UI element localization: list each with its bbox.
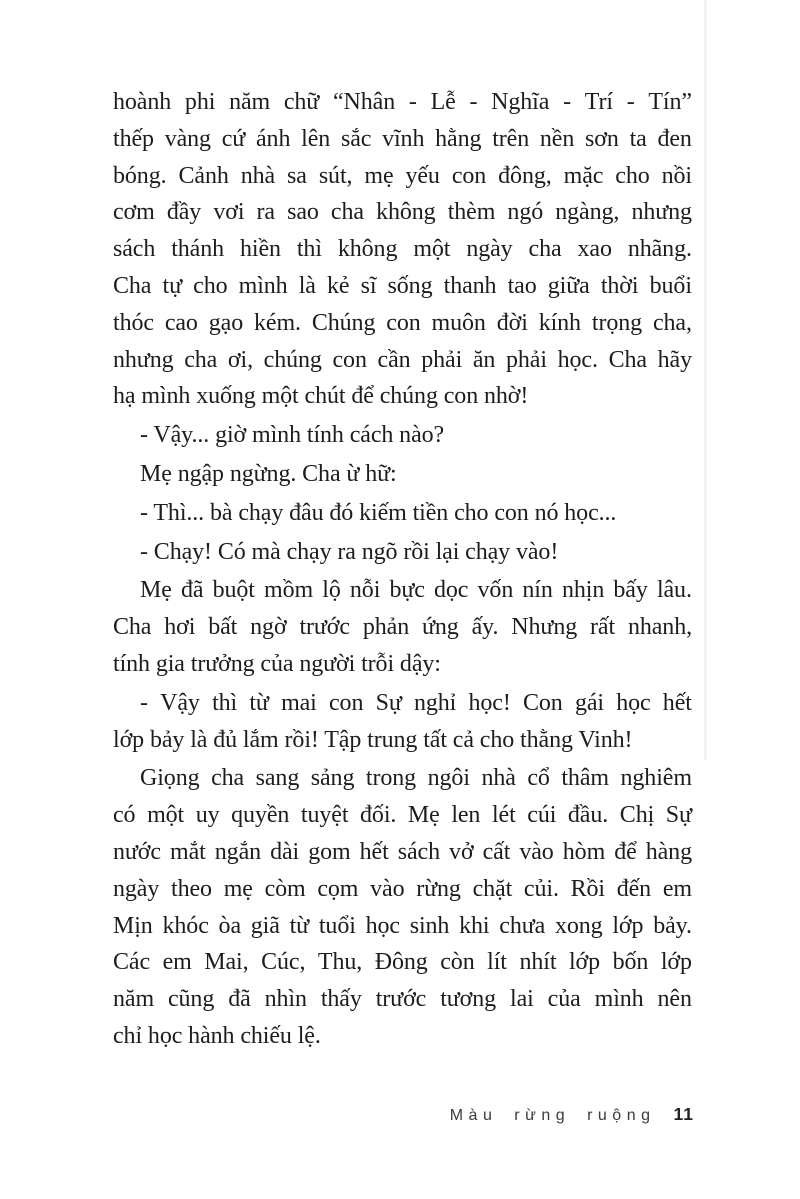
paragraph (113, 685, 692, 759)
text-line: tính gia trưởng của người trỗi dậy: (113, 650, 441, 677)
text-line: chỉ học hành chiếu lệ. (113, 1022, 321, 1049)
paragraph (113, 417, 692, 454)
paragraph (113, 456, 692, 493)
running-title: Màu rừng ruộng (449, 1107, 656, 1124)
page-text (113, 84, 692, 1057)
text-line: nhưng cha ơi, chúng con cần phải ăn phải học. Cha hãy (113, 346, 692, 373)
text-line: hạ mình xuống một chút để chúng con nhờ! (113, 383, 529, 410)
text-line: ngày theo mẹ còm cọm vào rừng chặt củi. Rồi đến em (113, 875, 692, 902)
text-line: bóng. Cảnh nhà sa sút, mẹ yếu con đông, mặc cho nồi (113, 162, 692, 189)
text-line: Mẹ ngập ngừng. Cha ừ hữ: (140, 460, 397, 487)
text-line: Mịn khóc òa giã từ tuổi học sinh khi chưa xong lớp bảy. (113, 912, 692, 939)
page-footer (450, 1104, 694, 1125)
text-line: - Thì... bà chạy đâu đó kiếm tiền cho con nó học... (140, 499, 617, 526)
text-line: sách thánh hiền thì không một ngày cha xao nhãng. (113, 236, 692, 263)
text-line: có một uy quyền tuyệt đối. Mẹ len lét cúi đầu. Chị Sự (113, 802, 692, 829)
paragraph (113, 534, 692, 571)
text-line: Cha hơi bất ngờ trước phản ứng ấy. Nhưng rất nhanh, (113, 614, 692, 641)
text-line: - Vậy thì từ mai con Sự nghỉ học! Con gái học hết (140, 689, 692, 716)
text-line: Các em Mai, Cúc, Thu, Đông còn lít nhít lớp bốn lớp (113, 949, 692, 976)
text-line: Mẹ đã buột mồm lộ nỗi bực dọc vốn nín nhịn bấy lâu. (140, 577, 692, 604)
text-line: hoành phi năm chữ “Nhân - Lễ - Nghĩa - Trí - Tín” (113, 89, 692, 115)
paragraph (113, 760, 692, 1054)
text-line: lớp bảy là đủ lắm rồi! Tập trung tất cả cho thằng Vinh! (113, 726, 633, 753)
text-line: cơm đầy vơi ra sao cha không thèm ngó ngàng, nhưng (113, 199, 692, 226)
page-number: 11 (673, 1104, 694, 1124)
paragraph (113, 572, 692, 682)
text-line: Cha tự cho mình là kẻ sĩ sống thanh tao giữa thời buổi (113, 272, 692, 299)
text-line: - Vậy... giờ mình tính cách nào? (140, 422, 445, 449)
text-line: năm cũng đã nhìn thấy trước tương lai của mình nên (113, 986, 692, 1013)
scan-artifact (704, 0, 707, 760)
text-line: nước mắt ngắn dài gom hết sách vở cất vào hòm để hàng (113, 838, 692, 865)
paragraph (113, 495, 692, 532)
text-line: thóc cao gạo kém. Chúng con muôn đời kính trọng cha, (113, 309, 692, 336)
text-line: thếp vàng cứ ánh lên sắc vĩnh hằng trên nền sơn ta đen (113, 125, 692, 152)
text-line: - Chạy! Có mà chạy ra ngõ rồi lại chạy vào! (140, 538, 559, 565)
paragraph (113, 84, 692, 415)
text-line: Giọng cha sang sảng trong ngôi nhà cổ thâm nghiêm (140, 765, 692, 792)
